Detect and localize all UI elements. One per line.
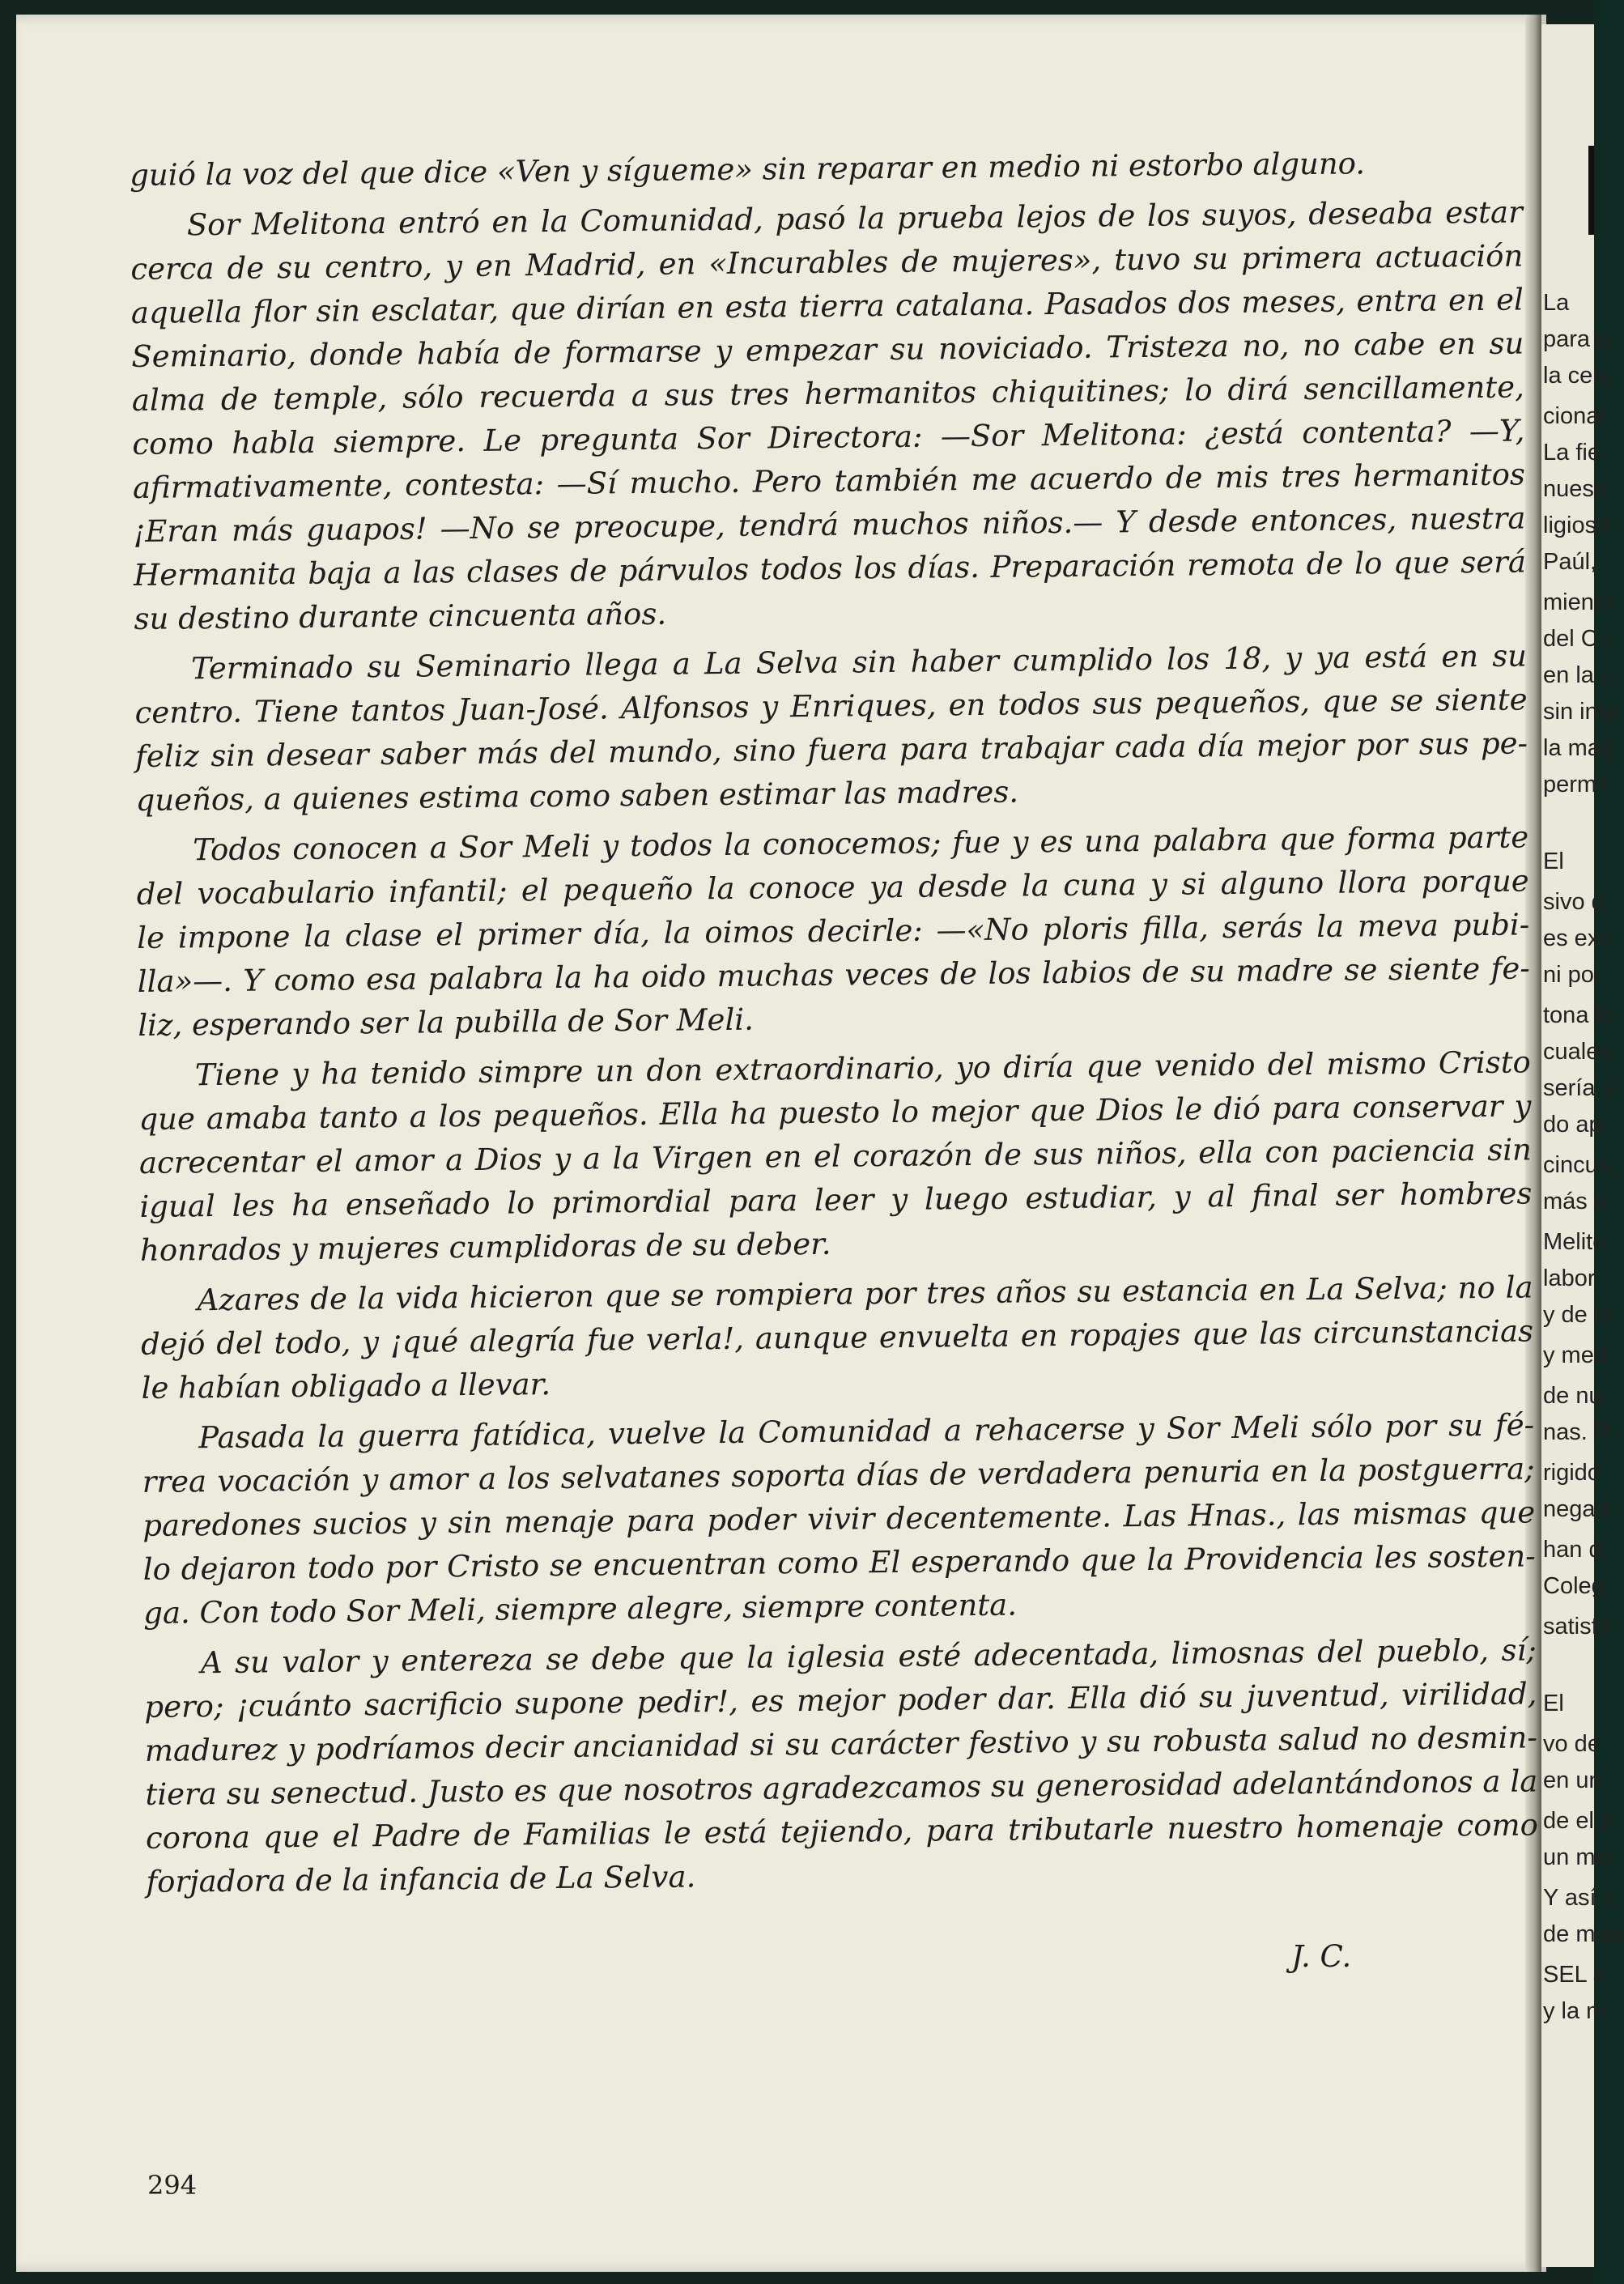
text-line: su destino durante cincuenta años. xyxy=(134,596,667,636)
text-line: liz, esperando ser la pubilla de Sor Meli. xyxy=(138,1002,755,1043)
text-line: guió la voz del que dice «Ven y sígueme» sin reparar en medio ni estorbo alguno. xyxy=(130,146,1366,193)
text-line: del vocabulario infantil; el pequeño la conoce ya desde la cuna y si alguno llora porque xyxy=(136,863,1529,912)
text-line: afirmativamente, contesta: —Sí mucho. Pero también me acuerdo de mis tres hermanitos xyxy=(132,457,1526,505)
text-line: pero; ¡cuánto sacrificio supone pedir!, es mejor poder dar. Ella dió su juventud, virilidad, xyxy=(144,1676,1537,1725)
right-page-fragment: La fie xyxy=(1543,440,1601,466)
text-line: ¡Eran más guapos! —No se preocupe, tendrá muchos niños.— Y desde entonces, nuestra xyxy=(133,500,1526,549)
margin-bar-mark xyxy=(1588,146,1594,235)
text-line: Sor Melitona entró en la Comunidad, pasó la prueba lejos de los suyos, deseaba estar xyxy=(186,194,1523,243)
text-line: que amaba tanto a los pequeños. Ella ha puesto lo mejor que Dios le dió para conservar y xyxy=(138,1088,1532,1137)
right-page-fragment: ligiosa xyxy=(1543,513,1610,538)
paragraph xyxy=(140,1265,1533,1410)
paragraph xyxy=(134,634,1528,823)
text-line: feliz sin desear saber más del mundo, sino fuera para trabajar cada día mejor por sus pe- xyxy=(134,725,1528,774)
right-page-fragment: sivo d xyxy=(1543,889,1605,915)
text-line: cerca de su centro, y en Madrid, en «Incurables de mujeres», tuvo su primera actuación xyxy=(130,238,1524,287)
right-page-fragment: de el p xyxy=(1543,1808,1614,1834)
right-page-edge xyxy=(1541,24,1622,2267)
right-page-fragment: sería s xyxy=(1543,1075,1614,1101)
right-page-fragment: Melito xyxy=(1543,1229,1606,1255)
right-page-fragment: SEL s xyxy=(1543,1962,1605,1988)
right-page-fragment: en la c xyxy=(1543,662,1613,688)
right-page-fragment: es exc xyxy=(1543,925,1611,951)
text-line: A su valor y entereza se debe que la iglesia esté adecentada, limosnas del pueblo, sí; xyxy=(200,1632,1537,1681)
paragraph xyxy=(136,815,1531,1047)
right-page-fragment: Coleg xyxy=(1543,1573,1605,1599)
text-line: dejó del todo, y ¡qué alegría fue verla!, aunque envuelta en ropajes que las circunstancias xyxy=(140,1313,1534,1362)
right-page-fragment: y de la xyxy=(1543,1302,1613,1328)
right-page-fragment: y la m xyxy=(1543,1998,1606,2024)
right-page-fragment: El xyxy=(1543,849,1564,874)
text-line: Terminado su Seminario llega a La Selva sin haber cumplido los 18, y ya está en su xyxy=(190,638,1528,687)
right-page-fragment: más o xyxy=(1543,1189,1607,1214)
right-page-fragment: miento xyxy=(1543,589,1614,615)
text-line: Hermanita baja a las clases de párvulos todos los días. Preparación remota de lo que será xyxy=(133,544,1527,593)
right-page-fragment: cional xyxy=(1543,403,1605,429)
text-line: lo dejaron todo por Cristo se encuentran como El esperando que la Providencia les sosten- xyxy=(142,1538,1536,1587)
right-page-fragment: satisfa xyxy=(1543,1614,1611,1640)
text-line: ga. Con todo Sor Meli, siempre alegre, siempre contenta. xyxy=(143,1587,1018,1631)
text-line: forjadora de la infancia de La Selva. xyxy=(146,1859,696,1899)
text-line: le habían obligado a llevar. xyxy=(141,1367,551,1406)
right-page-fragment: han d xyxy=(1543,1537,1602,1563)
paragraph xyxy=(144,1628,1539,1903)
text-line: corona que el Padre de Familias le está tejiendo, para tributarle nuestro homenaje como xyxy=(145,1807,1539,1856)
text-line: Seminario, donde había de formarse y empezar su noviciado. Tristeza no, no cabe en su xyxy=(131,325,1524,374)
right-page-fragment: labor xyxy=(1543,1265,1596,1291)
text-line: acrecentar el amor a Dios y a la Virgen en el corazón de sus niños, ella con paciencia sin xyxy=(138,1132,1533,1180)
text-line: alma de temple, sólo recuerda a sus tres hermanitos chiquitines; lo dirá sencillamente, xyxy=(131,369,1525,418)
right-page-fragment: nuestr xyxy=(1543,476,1609,502)
right-page-fragment: La xyxy=(1543,290,1570,316)
text-line: Todos conocen a Sor Meli y todos la conocemos; fue y es una palabra que forma parte xyxy=(193,819,1529,868)
author-signature: J. C. xyxy=(1291,1939,1352,1974)
text-line: madurez y podríamos decir ancianidad si su carácter festivo y su robusta salud no desmin- xyxy=(144,1720,1538,1768)
text-line: queños, a quienes estima como saben estimar las madres. xyxy=(135,774,1019,818)
text-line: centro. Tiene tantos Juan-José. Alfonsos y Enriques, en todos sus pequeños, que se siente xyxy=(134,682,1528,730)
right-page-fragment: de nu xyxy=(1543,1383,1602,1409)
paragraph xyxy=(142,1403,1537,1635)
right-page-fragment: y med xyxy=(1543,1342,1607,1368)
right-page-fragment: Paúl, xyxy=(1543,549,1597,575)
article-body xyxy=(130,140,1539,1910)
right-page-fragment: para e xyxy=(1543,326,1610,352)
right-page-fragment: cincue xyxy=(1543,1152,1611,1178)
right-page-fragment: El xyxy=(1543,1691,1564,1716)
right-page-fragment: sin inte xyxy=(1543,699,1618,725)
paragraph xyxy=(130,190,1527,640)
right-page-fragment: la may xyxy=(1543,735,1613,761)
page-number: 294 xyxy=(147,2170,198,2201)
right-page-fragment: negad xyxy=(1543,1496,1609,1522)
right-page-fragment: do ap xyxy=(1543,1112,1602,1138)
text-line: Pasada la guerra fatídica, vuelve la Comunidad a rehacerse y Sor Meli sólo por su fé- xyxy=(198,1407,1535,1456)
right-page-fragment: vo de xyxy=(1543,1731,1601,1757)
right-page-fragment: un mo xyxy=(1543,1844,1609,1870)
text-line: lla»—. Y como esa palabra la ha oido muchas veces de los labios de su madre se siente fe- xyxy=(137,951,1530,999)
text-line: aquella flor sin esclatar, que dirían en esta tierra catalana. Pasados dos meses, entra en el xyxy=(130,282,1524,330)
right-page-fragment: tona lo xyxy=(1543,1002,1614,1028)
text-line: honrados y mujeres cumplidoras de su deber. xyxy=(139,1226,831,1268)
text-line: rrea vocación y amor a los selvatanes soporta días de verdadera penuria en la postguerra; xyxy=(142,1451,1535,1499)
text-line: paredones sucios y sin menaje para poder vivir decentemente. Las Hnas., las mismas que xyxy=(142,1495,1536,1543)
right-page-fragment: la cele xyxy=(1543,363,1611,389)
text-line: igual les ha enseñado lo primordial para leer y luego estudiar, y al final ser hombres xyxy=(139,1176,1533,1224)
right-page-fragment: del Co xyxy=(1543,626,1611,652)
text-line: Tiene y ha tenido simpre un don extraordinario, yo diría que venido del mismo Cristo xyxy=(194,1044,1532,1093)
text-line: le impone la clase el primer día, la oimos decirle: —«No ploris filla, serás la meva pubi- xyxy=(137,907,1530,955)
right-page-fragment: nas. P xyxy=(1543,1419,1610,1445)
paragraph xyxy=(138,1040,1533,1272)
right-page-fragment: cuales xyxy=(1543,1039,1611,1065)
text-line: tiera su senectud. Justo es que nosotros agradezcamos su generosidad adelantándonos a la xyxy=(145,1763,1538,1812)
right-page-fragment: Y así s xyxy=(1543,1885,1615,1911)
right-page-fragment: ni por xyxy=(1543,962,1602,988)
right-page-fragment: rigido xyxy=(1543,1460,1601,1486)
right-page-fragment: en un xyxy=(1543,1767,1602,1793)
text-line: como habla siempre. Le pregunta Sor Directora: —Sor Melitona: ¿está contenta? —Y, xyxy=(132,413,1525,461)
text-line: Azares de la vida hicieron que se rompiera por tres años su estancia en La Selva; no la xyxy=(197,1270,1533,1318)
right-page-fragment: de mad xyxy=(1543,1921,1622,1947)
right-page-fragment: permit xyxy=(1543,772,1609,797)
